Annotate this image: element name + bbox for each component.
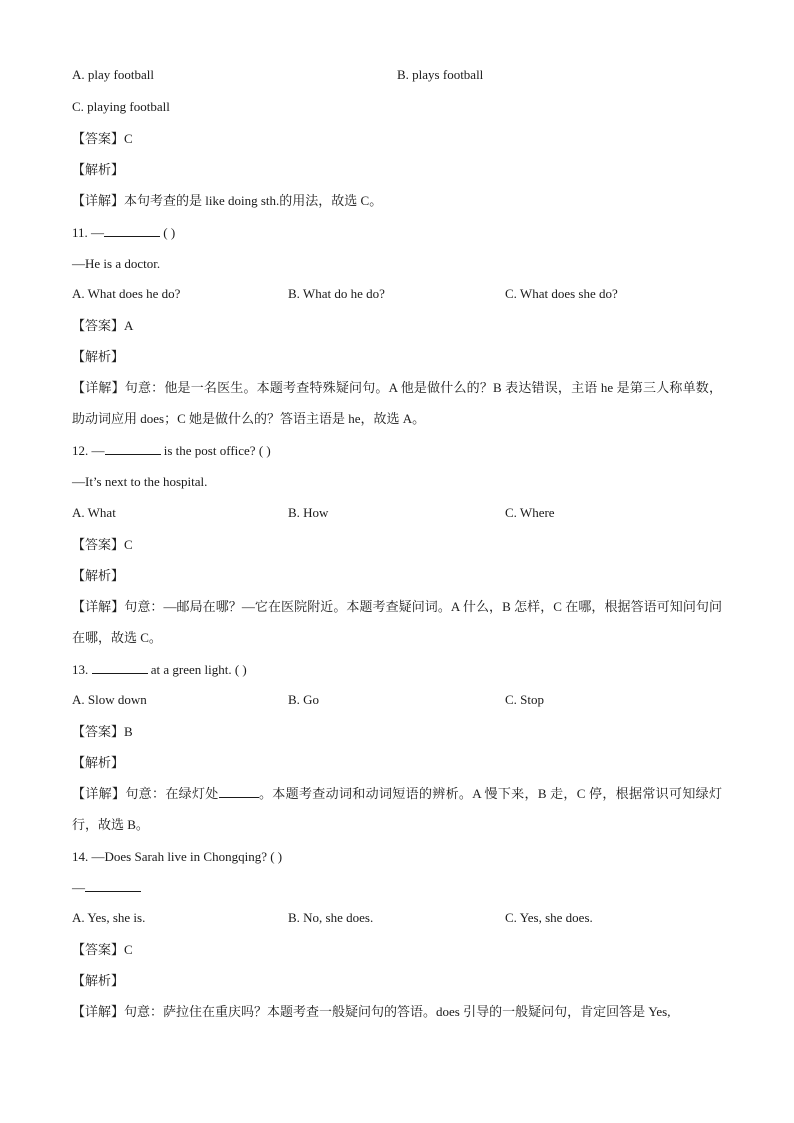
q13-detail-blank <box>219 785 259 798</box>
q12-answer: 【答案】C <box>72 537 133 552</box>
q12-option-b: B. How <box>288 505 329 520</box>
q11-stem-suffix: ( ) <box>160 225 176 240</box>
q13-option-a: A. Slow down <box>72 692 147 707</box>
q12-detail: 【详解】句意：—邮局在哪？—它在医院附近。本题考查疑问词。A 什么，B 怎样，C 在哪，根据答语可知问句问在哪，故选 C。 <box>72 599 722 645</box>
q12-reply: —It’s next to the hospital. <box>72 474 208 489</box>
q11-option-a: A. What does he do? <box>72 286 181 301</box>
q14-answer: 【答案】C <box>72 942 133 957</box>
q14-options <box>72 910 732 928</box>
q12-stem-suffix: is the post office? ( ) <box>160 443 271 458</box>
q11-analysis-label: 【解析】 <box>72 349 125 364</box>
q11-answer: 【答案】A <box>72 318 134 333</box>
q11-options <box>72 286 732 304</box>
q14-stem: 14. —Does Sarah live in Chongqing? ( ) <box>72 849 283 864</box>
q12-option-c: C. Where <box>505 505 555 520</box>
q12-option-a: A. What <box>72 505 116 520</box>
q13-blank <box>92 661 148 674</box>
q13-analysis-label: 【解析】 <box>72 755 125 770</box>
q13-option-c: C. Stop <box>505 692 545 707</box>
q11-blank <box>104 224 160 237</box>
q11-reply: —He is a doctor. <box>72 256 161 271</box>
q12-options <box>72 505 732 523</box>
q11-option-b: B. What do he do? <box>288 286 385 301</box>
q14-detail: 【详解】句意：萨拉住在重庆吗？本题考查一般疑问句的答语。does 引导的一般疑问句，肯定回答是 Yes, <box>72 1004 671 1019</box>
q13-option-b: B. Go <box>288 692 320 707</box>
q11-stem <box>72 224 175 242</box>
q11-option-c: C. What does she do? <box>505 286 618 301</box>
q12-analysis-label: 【解析】 <box>72 568 125 583</box>
q10-option-c: C. playing football <box>72 99 170 114</box>
q14-reply <box>72 879 141 897</box>
q13-answer: 【答案】B <box>72 724 133 739</box>
q14-analysis-label: 【解析】 <box>72 973 125 988</box>
q13-stem <box>72 661 247 679</box>
q12-stem <box>72 442 271 460</box>
q10-option-a: A. play football <box>72 67 154 82</box>
q13-options <box>72 692 732 710</box>
q13-stem-suffix: at a green light. ( ) <box>147 662 247 677</box>
q13-detail <box>72 778 722 840</box>
q10-option-b: B. plays football <box>397 67 484 82</box>
q12-blank <box>105 442 161 455</box>
q10-analysis-label: 【解析】 <box>72 162 125 177</box>
q11-stem-prefix: 11. — <box>72 225 105 240</box>
q11-detail: 【详解】句意：他是一名医生。本题考查特殊疑问句。A 他是做什么的？B 表达错误，主语 he 是第三人称单数，助动词应用 does；C 她是做什么的？答语主语是 he，故选 A。 <box>72 380 722 426</box>
q14-option-a: A. Yes, she is. <box>72 910 146 925</box>
q10-options-row1 <box>72 67 732 85</box>
q14-option-b: B. No, she does. <box>288 910 374 925</box>
q12-stem-prefix: 12. — <box>72 443 105 458</box>
q13-detail-prefix: 【详解】句意：在绿灯处 <box>72 786 219 801</box>
q10-detail: 【详解】本句考查的是 like doing sth.的用法，故选 C。 <box>72 193 383 208</box>
q13-stem-prefix: 13. <box>72 662 92 677</box>
q13-detail-suffix: 。本题考查动词和动词短语的辨析。A 慢下来，B 走，C 停，根据常识可知绿灯行，故选 B。 <box>72 786 722 832</box>
q14-blank <box>85 879 141 892</box>
q10-answer: 【答案】C <box>72 131 133 146</box>
q14-option-c: C. Yes, she does. <box>505 910 593 925</box>
q14-reply-prefix: — <box>72 880 85 895</box>
